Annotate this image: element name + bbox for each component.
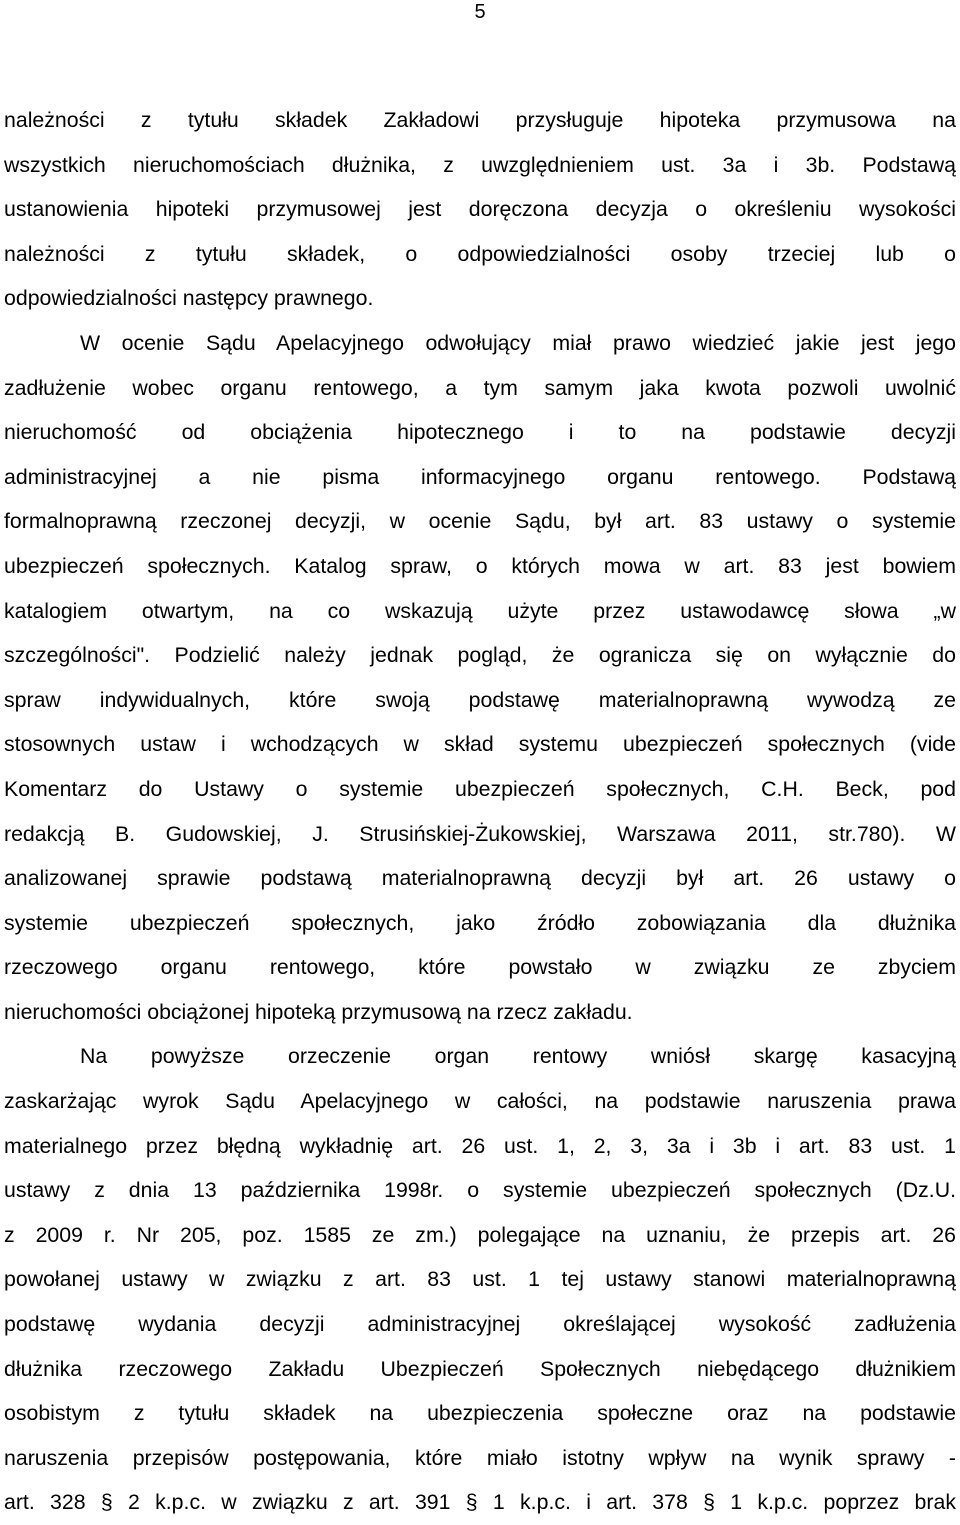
text-line: W ocenie Sądu Apelacyjnego odwołujący miał prawo wiedzieć jakie jest jego <box>80 330 956 355</box>
paragraph <box>4 98 956 321</box>
paragraph <box>4 1034 956 1525</box>
paragraph <box>4 321 956 1035</box>
text-line: powołanej ustawy w związku z art. 83 ust. 1 tej ustawy stanowi materialnoprawną <box>4 1267 956 1292</box>
text-line: szczególności". Podzielić należy jednak pogląd, że ogranicza się on wyłącznie do <box>4 643 956 668</box>
text-line: naruszenia przepisów postępowania, które miało istotny wpływ na wynik sprawy - <box>4 1445 956 1470</box>
text-line: wszystkich nieruchomościach dłużnika, z uwzględnieniem ust. 3a i 3b. Podstawą <box>4 152 956 177</box>
page-number: 5 <box>474 1 486 23</box>
text-line: należności z tytułu składek, o odpowiedzialności osoby trzeciej lub o <box>4 241 956 266</box>
text-line: nieruchomość od obciążenia hipotecznego i to na podstawie decyzji <box>4 420 956 445</box>
text-line: ubezpieczeń społecznych. Katalog spraw, o których mowa w art. 83 jest bowiem <box>4 553 956 578</box>
text-line: osobistym z tytułu składek na ubezpieczenia społeczne oraz na podstawie <box>4 1401 956 1426</box>
text-line: należności z tytułu składek Zakładowi przysługuje hipoteka przymusowa na <box>4 108 956 132</box>
text-line: redakcją B. Gudowskiej, J. Strusińskiej-Żukowskiej, Warszawa 2011, str.780). W <box>4 821 956 846</box>
text-line: administracyjnej a nie pisma informacyjnego organu rentowego. Podstawą <box>4 464 956 489</box>
text-line: materialnego przez błędną wykładnię art. 26 ust. 1, 2, 3, 3a i 3b i art. 83 ust. 1 <box>4 1133 956 1158</box>
text-line: stosownych ustaw i wchodzących w skład systemu ubezpieczeń społecznych (vide <box>4 732 956 757</box>
text-line: odpowiedzialności następcy prawnego. <box>4 286 374 311</box>
document-body <box>4 98 956 1525</box>
text-line: zaskarżając wyrok Sądu Apelacyjnego w całości, na podstawie naruszenia prawa <box>4 1089 956 1114</box>
text-line: podstawę wydania decyzji administracyjnej określającej wysokość zadłużenia <box>4 1312 956 1337</box>
text-line: formalnoprawną rzeczonej decyzji, w ocenie Sądu, był art. 83 ustawy o systemie <box>4 509 956 534</box>
text-line: ustanowienia hipoteki przymusowej jest doręczona decyzja o określeniu wysokości <box>4 197 956 222</box>
text-line: zadłużenie wobec organu rentowego, a tym samym jaka kwota pozwoli uwolnić <box>4 375 956 400</box>
text-line: rzeczowego organu rentowego, które powstało w związku ze zbyciem <box>4 955 956 980</box>
text-line: Komentarz do Ustawy o systemie ubezpieczeń społecznych, C.H. Beck, pod <box>4 776 956 801</box>
text-line: z 2009 r. Nr 205, poz. 1585 ze zm.) polegające na uznaniu, że przepis art. 26 <box>4 1222 956 1247</box>
text-line: katalogiem otwartym, na co wskazują użyte przez ustawodawcę słowa „w <box>4 598 956 623</box>
text-line: systemie ubezpieczeń społecznych, jako źródło zobowiązania dla dłużnika <box>4 910 956 935</box>
text-line: ustawy z dnia 13 października 1998r. o systemie ubezpieczeń społecznych (Dz.U. <box>4 1178 956 1203</box>
text-line: nieruchomości obciążonej hipoteką przymusową na rzecz zakładu. <box>4 999 633 1024</box>
text-line: spraw indywidualnych, które swoją podstawę materialnoprawną wywodzą ze <box>4 687 956 712</box>
text-line: analizowanej sprawie podstawą materialnoprawną decyzji był art. 26 ustawy o <box>4 866 956 891</box>
text-line: art. 328 § 2 k.p.c. w związku z art. 391 § 1 k.p.c. i art. 378 § 1 k.p.c. poprzez brak <box>4 1490 956 1515</box>
text-line: dłużnika rzeczowego Zakładu Ubezpieczeń Społecznych niebędącego dłużnikiem <box>4 1356 956 1381</box>
text-line: Na powyższe orzeczenie organ rentowy wniósł skargę kasacyjną <box>80 1044 956 1069</box>
